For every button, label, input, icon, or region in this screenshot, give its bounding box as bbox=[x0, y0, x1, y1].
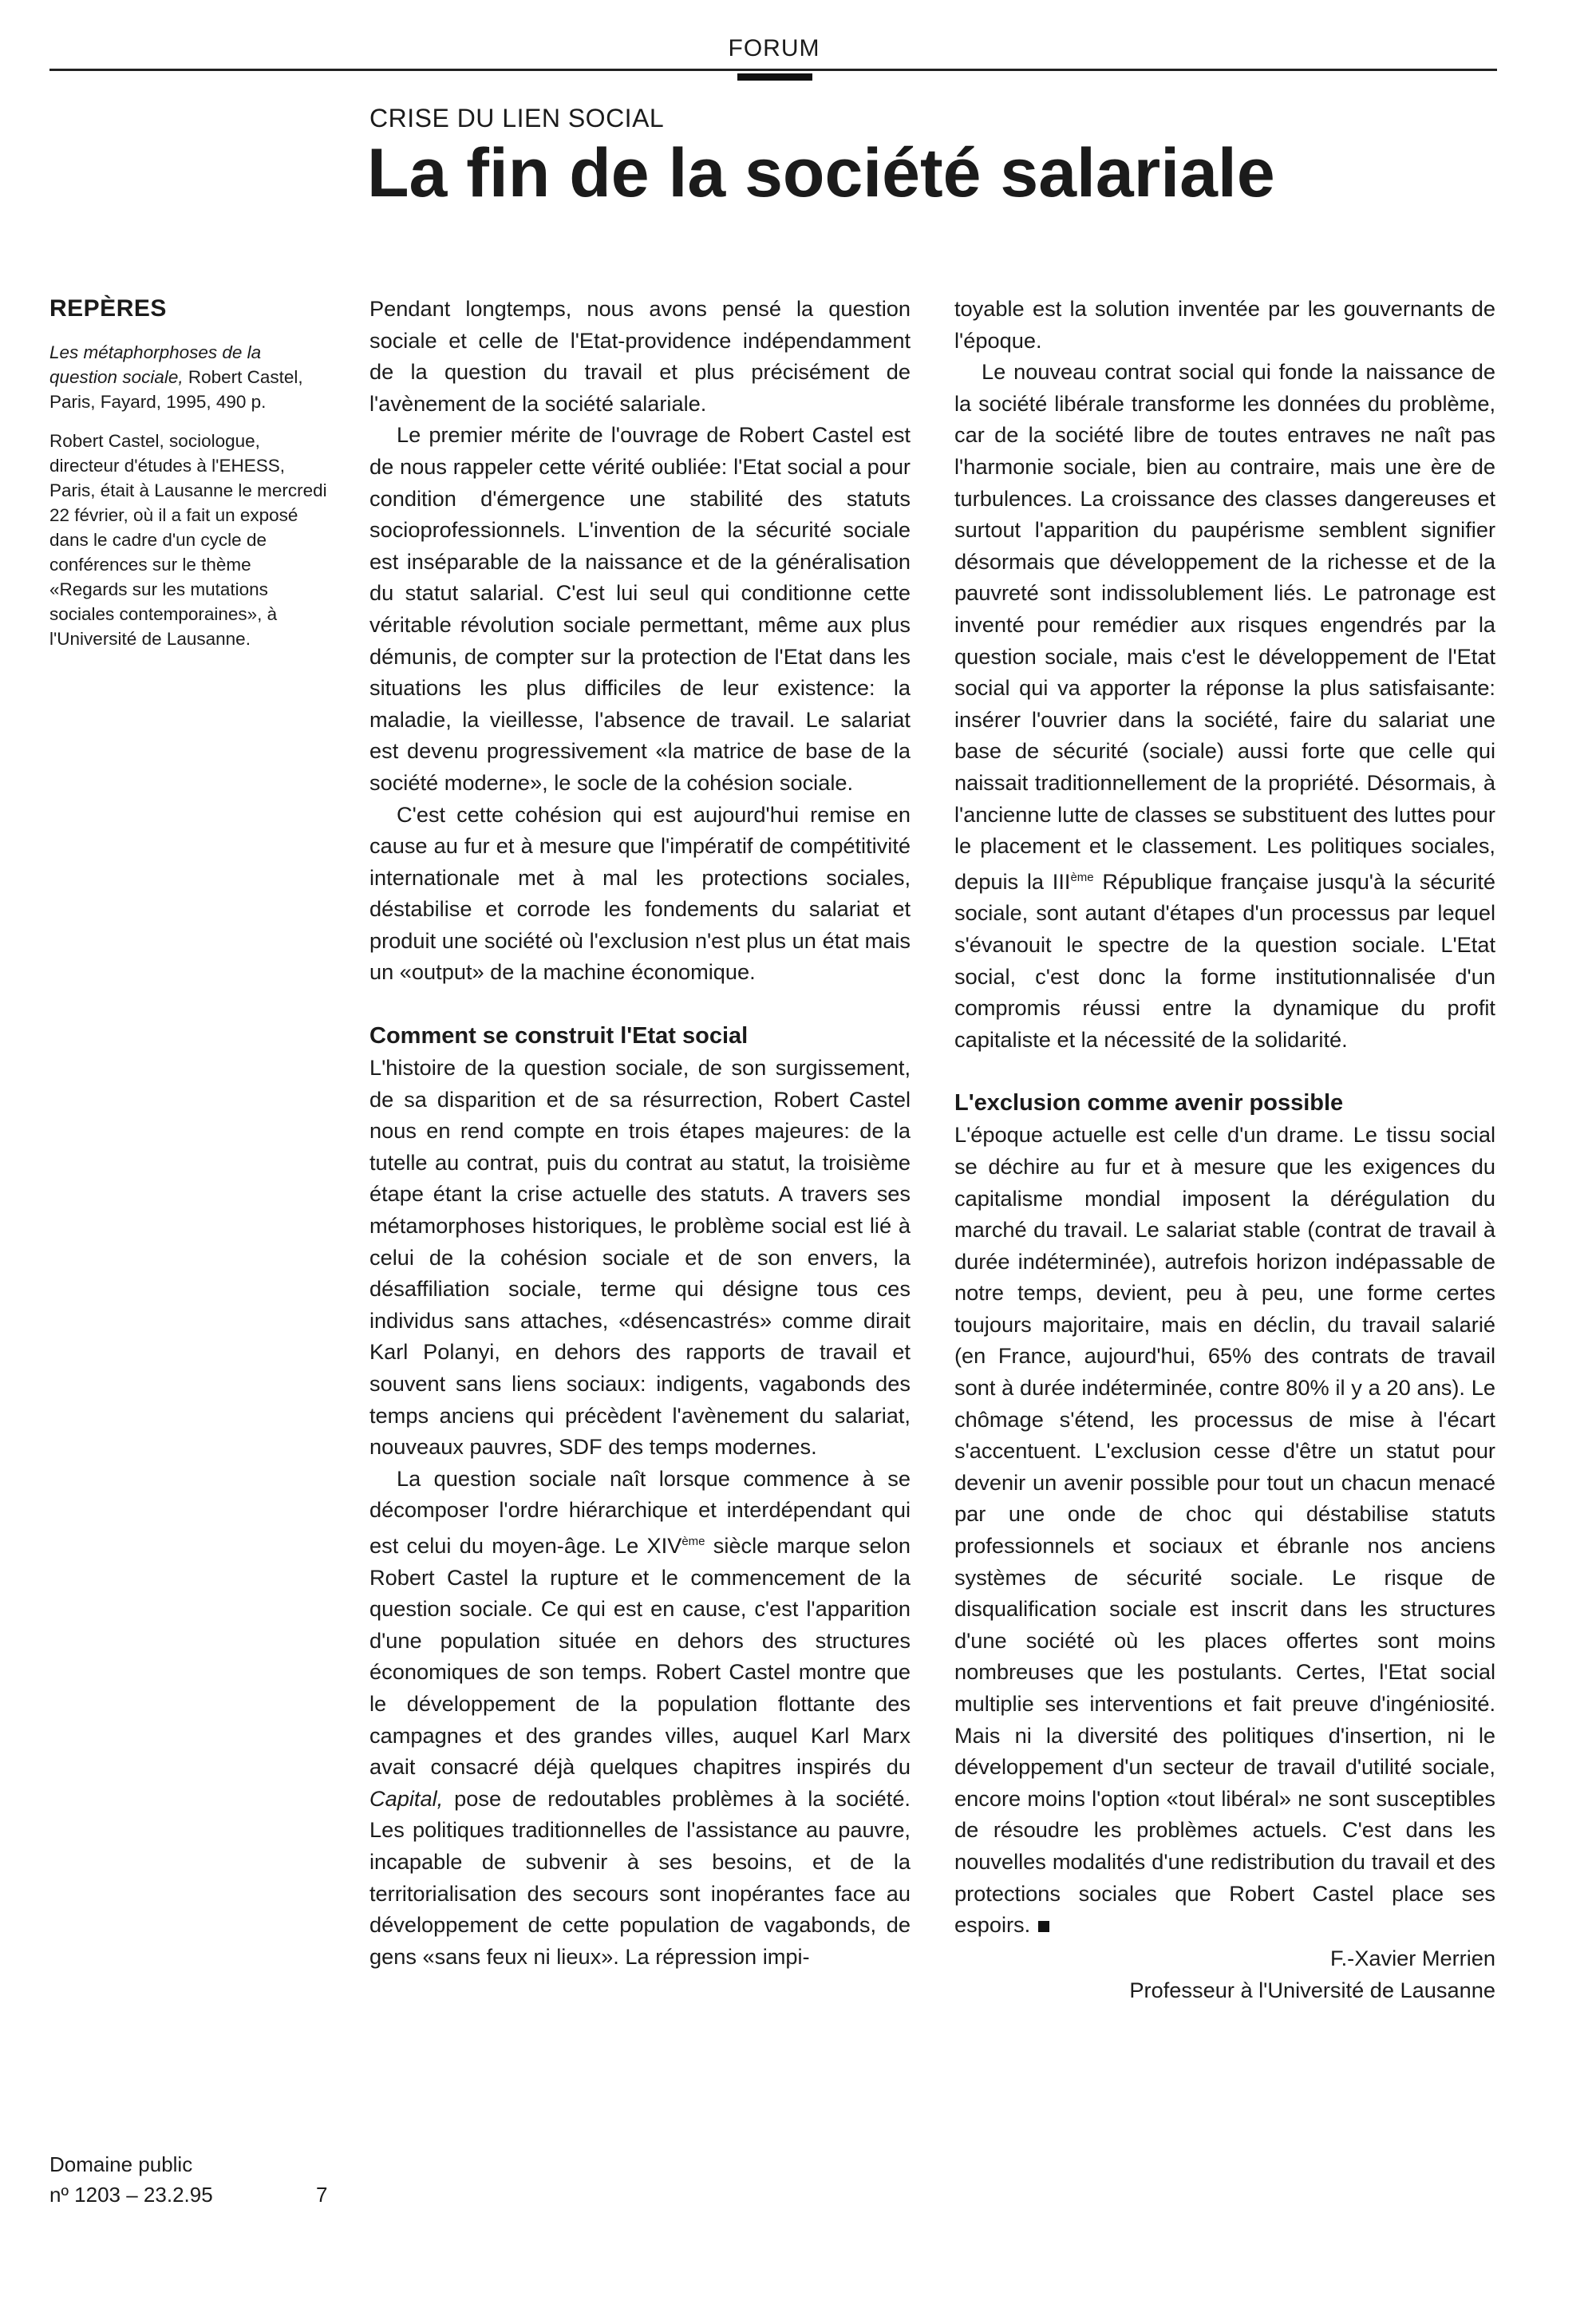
issue-number: nº 1203 – 23.2.95 bbox=[49, 2183, 213, 2207]
sidebar-title: REPÈRES bbox=[49, 295, 167, 322]
author-note: Robert Castel, sociologue, directeur d'études à l'EHESS, Paris, était à Lausanne le mercredi 22 février, où il a fait un exposé dans le cadre d'un cycle de conférences sur le thème «Regards sur les mutations sociales contemporaines», à l'Université de Lausanne. bbox=[49, 431, 327, 649]
sidebar-reperes bbox=[49, 295, 327, 666]
article-column-1 bbox=[369, 293, 911, 1972]
paragraph bbox=[954, 356, 1495, 1055]
section-heading: L'exclusion comme avenir possible bbox=[954, 1090, 1344, 1116]
paragraph-text: L'époque actuelle est celle d'un drame. Le tissu social se déchire au fur et à mesure que les exigences du capitalisme mondial imposent la dérégulation du marché du travail. Le salariat stable (contrat de travail à durée indéterminée), autrefois horizon indépassable de notre temps, devient, peu à peu, une forme certes toujours majoritaire, mais en déclin, du travail salarié (en France, aujourd'hui, 65% des contrats de travail sont à durée indéterminée, contre 80% il y a 20 ans). Le chômage s'étend, les processus de mise à l'écart s'accentuent. L'exclusion cesse d'être un statut pour devenir un avenir possible pour tout un chacun menacé par une onde de choc qui déstabilise statuts professionnels et sociaux et ébranle nos anciens systèmes de sécurité sociale. Le risque de disqualification sociale est inscrit dans les structures d'une société où les places offertes sont moins nombreuses que les postulants. Certes, l'Etat social multiplie ses interventions et fait preuve d'ingéniosité. Mais ni la diversité des politiques d'insertion, ni le développement d'un secteur de travail d'utilité sociale, encore moins l'option «tout libéral» ne sont susceptibles de résoudre les problèmes actuels. C'est dans les nouvelles modalités d'une redistribution du travail et des protections sociales que Robert Castel place ses espoirs. bbox=[954, 1122, 1495, 1938]
article-column-2 bbox=[954, 293, 1495, 2006]
book-title: Les métaphorphoses de la question sociale, bbox=[49, 342, 262, 387]
paragraph: Le premier mérite de l'ouvrage de Robert Castel est de nous rappeler cette vérité oubliée: l'Etat social a pour condition d'émergence une stabilité des statuts socioprofessionnels. L'invention de la sécurité sociale est inséparable de la naissance et de la généralisation du statut salarial. C'est lui seul qui conditionne cette véritable révolution sociale permettant, même aux plus démunis, de compter sur la protection de l'Etat dans les situations les plus difficiles de leur existence: la maladie, la vieillesse, l'absence de travail. Le salariat est devenu progressivement «la matrice de base de la société moderne», le socle de la cohésion sociale. bbox=[369, 422, 911, 795]
signature bbox=[954, 1942, 1495, 2006]
page-number: 7 bbox=[316, 2183, 328, 2207]
end-mark-icon bbox=[1038, 1921, 1049, 1932]
superscript: ème bbox=[681, 1534, 705, 1548]
paragraph-text: La question sociale naît lorsque commence à se décomposer l'ordre hiérarchique et interdépendant qui est celui du moyen-âge. Le XIV bbox=[369, 1465, 911, 1559]
author-title: Professeur à l'Université de Lausanne bbox=[1129, 1977, 1495, 2002]
book-title-inline: Capital, bbox=[369, 1785, 444, 1811]
section-heading: Comment se construit l'Etat social bbox=[369, 1023, 749, 1049]
paragraph-text: siècle marque selon Robert Castel la rupture et le commencement de la question sociale. Ce qui est en cause, c'est l'apparition d'une population située en dehors des structures économiques de son temps. Robert Castel montre que le développement de la population flottante des campagnes et des grandes villes, auquel Karl Marx avait consacré déjà quelques chapitres inspirés du bbox=[369, 1533, 911, 1780]
article-kicker: CRISE DU LIEN SOCIAL bbox=[369, 104, 665, 132]
paragraph bbox=[954, 1119, 1495, 1940]
author-name: F.-Xavier Merrien bbox=[1330, 1945, 1495, 1970]
superscript: ème bbox=[1070, 870, 1094, 884]
paragraph: L'histoire de la question sociale, de son surgissement, de sa disparition et de sa résurrection, Robert Castel nous en rend compte en trois étapes majeures: de la tutelle au contrat, puis du contrat au statut, la troisième étape étant la crise actuelle des statuts. A travers ses métamorphoses historiques, le problème social est lié à celui de la cohésion sociale et de son envers, la désaffiliation sociale, terme qui désigne tous ces individus sans attaches, «désencastrés» comme dirait Karl Polanyi, en dehors des rapports de travail et souvent sans liens sociaux: indigents, vagabonds des temps anciens qui précèdent l'avènement du salariat, nouveaux pauvres, SDF des temps modernes. bbox=[369, 1055, 911, 1460]
header-rule bbox=[49, 69, 1497, 71]
paragraph: Pendant longtemps, nous avons pensé la question sociale et celle de l'Etat-providence indépendamment de la question du travail et plus précisément de l'avènement de la société salariale. bbox=[369, 296, 911, 416]
article-title: La fin de la société salariale bbox=[367, 135, 1275, 211]
publication-footer bbox=[49, 2149, 213, 2210]
paragraph-text: pose de redoutables problèmes à la société. Les politiques traditionnelles de l'assistance au pauvre, incapable de subvenir à ses besoins, et de la territorialisation des secours sont inopérantes face au développement de cette population de vagabonds, de gens «sans feux ni lieux». La répression impi- bbox=[369, 1785, 911, 1969]
section-label: FORUM bbox=[728, 35, 820, 61]
paragraph: C'est cette cohésion qui est aujourd'hui remise en cause au fur et à mesure que l'impératif de compétitivité internationale met à mal les protections sociales, déstabilise et corrode les fondements du salariat et produit une société où l'exclusion n'est plus un état mais un «output» de la machine économique. bbox=[369, 801, 911, 985]
paragraph: toyable est la solution inventée par les gouvernants de l'époque. bbox=[954, 296, 1495, 353]
book-details: Robert Castel, Paris, Fayard, 1995, 490 p. bbox=[49, 367, 303, 412]
publication-name: Domaine public bbox=[49, 2152, 193, 2176]
paragraph bbox=[369, 1463, 911, 1973]
book-reference bbox=[49, 340, 327, 414]
paragraph-text: Le nouveau contrat social qui fonde la naissance de la société libérale transforme les données du problème, car de la société libre de toutes entraves ne naît pas l'harmonie sociale, bien au contraire, mais une ère de turbulences. La croissance des classes dangereuses et surtout l'apparition du paupérisme semblent signifier désormais que développement de la richesse et de la pauvreté sont indissolublement liés. Le patronage est inventé pour remédier aux risques engendrés par la question sociale, mais c'est le développement de l'Etat social qui va apporter la réponse la plus satisfaisante: insérer l'ouvrier dans la société, faire du salariat une base de sécurité (sociale) aussi forte que celle qui naissait traditionnellement de la propriété. Désormais, à l'ancienne lutte de classes se substituent des luttes pour le placement et le classement. Les politiques sociales, depuis la III bbox=[954, 359, 1495, 894]
header-marker bbox=[737, 73, 812, 81]
paragraph-text: République française jusqu'à la sécurité sociale, sont autant d'étapes d'un processus par lequel s'évanouit le spectre de la question sociale. L'Etat social, c'est donc la forme institutionnalisée d'un compromis réussi entre la dynamique du profit capitaliste et la nécessité de la solidarité. bbox=[954, 868, 1495, 1052]
